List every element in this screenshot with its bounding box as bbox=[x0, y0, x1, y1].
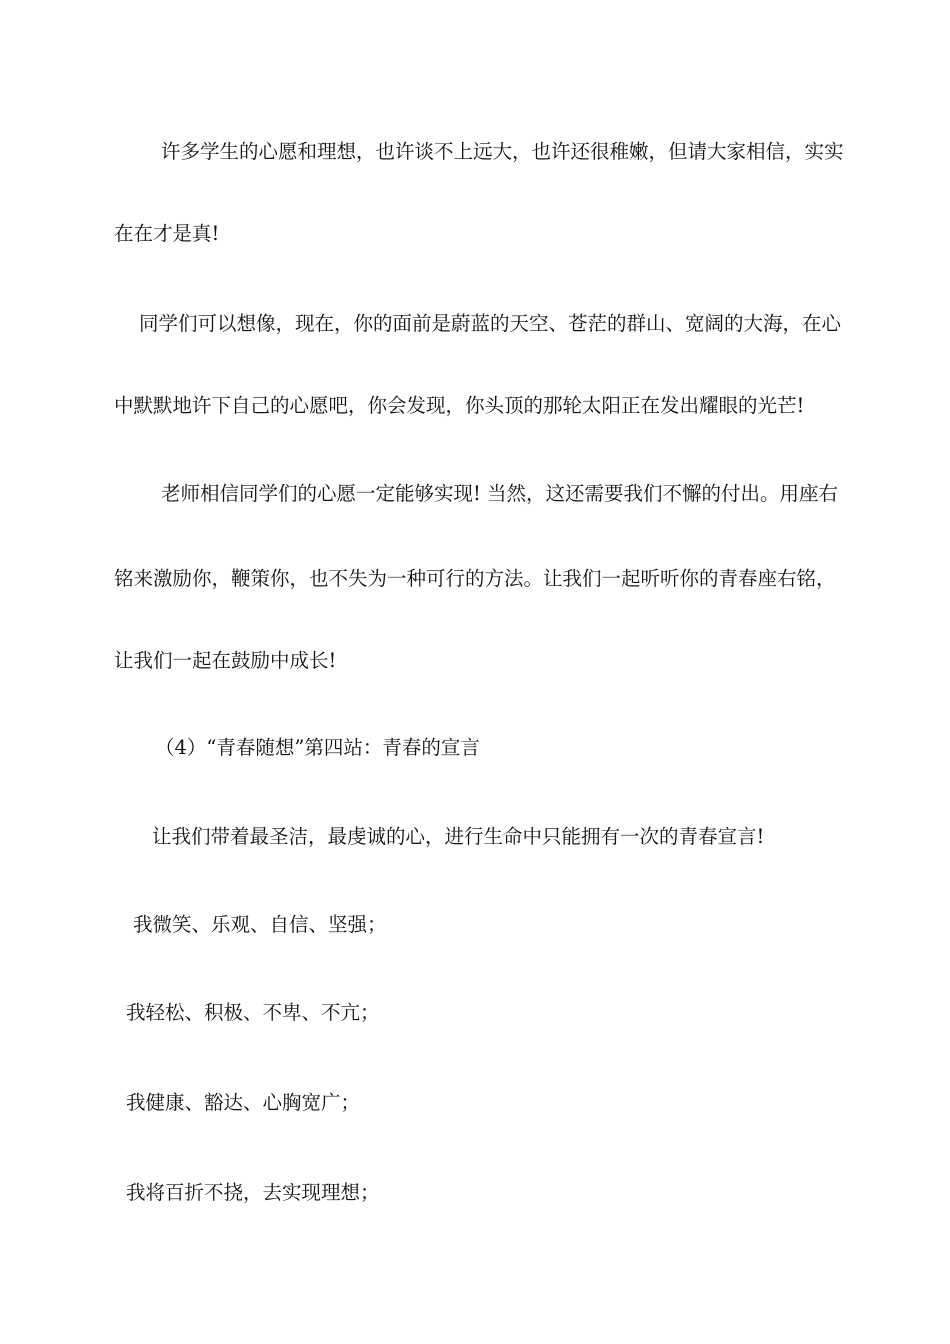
paragraph-3-line-2: 铭来激励你，鞭策你，也不失为一种可行的方法。让我们一起听听你的青春座右铭， bbox=[114, 567, 836, 590]
paragraph-1-line-2: 在在才是真! bbox=[114, 222, 220, 245]
paragraph-4-line-1: 让我们带着最圣洁，最虔诚的心，进行生命中只能拥有一次的青春宣言! bbox=[152, 825, 765, 848]
declaration-line-1: 我微笑、乐观、自信、坚强； bbox=[133, 913, 387, 936]
paragraph-3-line-1: 老师相信同学们的心愿一定能够实现! 当然，这还需要我们不懈的付出。用座右 bbox=[161, 482, 839, 505]
paragraph-2-line-2: 中默默地许下自己的心愿吧，你会发现，你头顶的那轮太阳正在发出耀眼的光芒! bbox=[114, 394, 805, 417]
paragraph-1-line-1: 许多学生的心愿和理想，也许谈不上远大，也许还很稚嫩，但请大家相信，实实 bbox=[161, 140, 844, 163]
declaration-line-4: 我将百折不挠，去实现理想； bbox=[126, 1181, 380, 1204]
section-heading: （4）“青春随想”第四站：青春的宣言 bbox=[155, 736, 480, 759]
paragraph-3-line-3: 让我们一起在鼓励中成长! bbox=[114, 649, 337, 672]
declaration-line-3: 我健康、豁达、心胸宽广； bbox=[126, 1091, 361, 1114]
paragraph-2-line-1: 同学们可以想像，现在，你的面前是蔚蓝的天空、苍茫的群山、宽阔的大海，在心 bbox=[139, 312, 842, 335]
declaration-line-2: 我轻松、积极、不卑、不亢； bbox=[126, 1001, 380, 1024]
